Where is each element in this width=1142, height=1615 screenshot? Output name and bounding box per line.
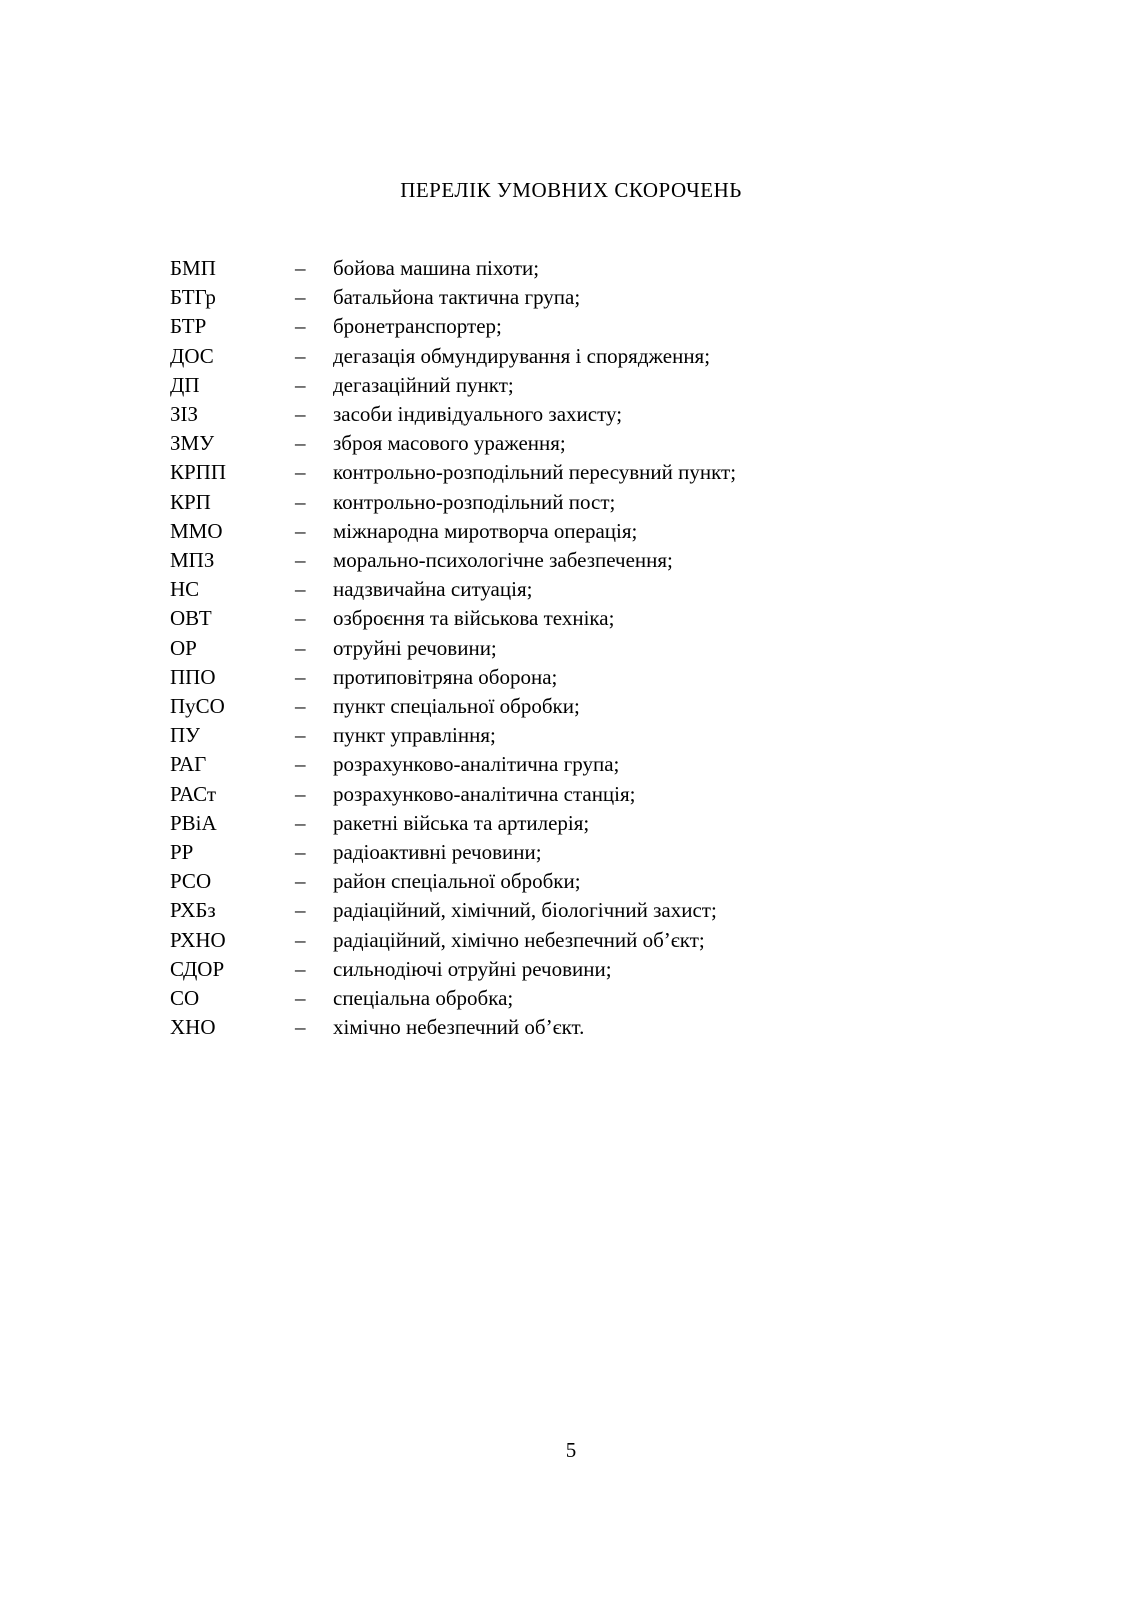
abbreviation-definition: пункт управління; [333, 723, 496, 748]
abbreviation-dash: – [295, 664, 306, 689]
abbreviation-dash: – [295, 548, 306, 573]
abbreviation-definition: радіаційний, хімічно небезпечний об’єкт; [333, 927, 705, 952]
abbreviation-definition: хімічно небезпечний об’єкт. [333, 1015, 585, 1040]
abbreviation-row [170, 458, 1082, 487]
abbreviation-definition: морально-психологічне забезпечення; [333, 548, 673, 573]
abbreviation-term: РСО [170, 869, 212, 894]
abbreviation-definition: надзвичайна ситуація; [333, 577, 533, 602]
abbreviation-dash: – [295, 752, 306, 777]
abbreviation-list [170, 254, 1082, 1042]
abbreviation-definition: бронетранспортер; [333, 314, 502, 339]
abbreviation-definition: розрахунково-аналітична група; [333, 752, 620, 777]
abbreviation-row [170, 517, 1082, 546]
abbreviation-dash: – [295, 489, 306, 514]
abbreviation-row [170, 838, 1082, 867]
abbreviation-definition: контрольно-розподільний пост; [333, 489, 616, 514]
abbreviation-definition: бойова машина піхоти; [333, 256, 540, 280]
abbreviation-dash: – [295, 343, 306, 368]
abbreviation-term: ППО [170, 664, 216, 689]
abbreviation-dash: – [295, 781, 306, 806]
abbreviation-row [170, 429, 1082, 458]
abbreviation-dash: – [295, 810, 306, 835]
abbreviation-dash: – [295, 606, 306, 631]
abbreviation-term: РР [170, 840, 194, 865]
abbreviation-term: БТР [170, 314, 207, 339]
abbreviation-definition: контрольно-розподільний пересувний пункт; [333, 460, 737, 485]
abbreviation-term: РХБз [170, 898, 216, 923]
abbreviation-term: НС [170, 577, 200, 602]
abbreviation-definition: ракетні війська та артилерія; [333, 810, 590, 835]
abbreviation-definition: отруйні речовини; [333, 635, 497, 660]
abbreviation-definition: спеціальна обробка; [333, 986, 514, 1011]
abbreviation-dash: – [295, 314, 306, 339]
abbreviation-row [170, 634, 1082, 663]
abbreviation-row [170, 750, 1082, 779]
abbreviation-row [170, 721, 1082, 750]
abbreviation-dash: – [295, 256, 306, 280]
abbreviation-term: РАГ [170, 752, 207, 777]
abbreviation-row [170, 926, 1082, 955]
abbreviation-dash: – [295, 869, 306, 894]
abbreviation-term: ДОС [170, 343, 214, 368]
abbreviation-definition: озброєння та військова техніка; [333, 606, 615, 631]
abbreviation-dash: – [295, 460, 306, 485]
abbreviation-row [170, 984, 1082, 1013]
page-number: 5 [565, 1438, 577, 1462]
abbreviation-row [170, 604, 1082, 633]
abbreviation-term: РХНО [170, 927, 226, 952]
abbreviation-row [170, 371, 1082, 400]
abbreviation-dash: – [295, 898, 306, 923]
abbreviation-dash: – [295, 518, 306, 543]
abbreviation-dash: – [295, 927, 306, 952]
abbreviation-row [170, 663, 1082, 692]
abbreviation-dash: – [295, 285, 306, 310]
abbreviation-term: СО [170, 986, 200, 1011]
abbreviation-dash: – [295, 956, 306, 981]
abbreviation-term: КРП [170, 489, 211, 514]
abbreviation-row [170, 312, 1082, 341]
abbreviation-dash: – [295, 577, 306, 602]
abbreviation-row [170, 780, 1082, 809]
abbreviation-definition: радіоактивні речовини; [333, 840, 542, 865]
abbreviation-term: ПуСО [170, 694, 225, 719]
abbreviation-definition: дегазаційний пункт; [333, 372, 514, 397]
abbreviation-definition: розрахунково-аналітична станція; [333, 781, 636, 806]
abbreviation-row [170, 575, 1082, 604]
abbreviation-definition: сильнодіючі отруйні речовини; [333, 956, 612, 981]
abbreviation-term: ЗМУ [170, 431, 215, 456]
abbreviation-term: РАСт [170, 781, 217, 806]
abbreviation-definition: батальйона тактична група; [333, 285, 581, 310]
abbreviation-dash: – [295, 635, 306, 660]
abbreviation-row [170, 955, 1082, 984]
abbreviation-dash: – [295, 1015, 306, 1040]
abbreviation-term: ХНО [170, 1015, 216, 1040]
abbreviation-dash: – [295, 372, 306, 397]
abbreviation-row [170, 692, 1082, 721]
abbreviation-term: БТГр [170, 285, 216, 310]
abbreviation-term: РВіА [170, 810, 217, 835]
abbreviation-row [170, 896, 1082, 925]
abbreviation-row [170, 867, 1082, 896]
abbreviation-term: ПУ [170, 723, 201, 748]
abbreviation-dash: – [295, 431, 306, 456]
abbreviation-dash: – [295, 723, 306, 748]
abbreviation-definition: міжнародна миротворча операція; [333, 518, 638, 543]
abbreviation-definition: протиповітряна оборона; [333, 664, 558, 689]
abbreviation-row [170, 400, 1082, 429]
abbreviation-row [170, 342, 1082, 371]
abbreviation-definition: дегазація обмундирування і спорядження; [333, 343, 711, 368]
abbreviation-row [170, 488, 1082, 517]
abbreviation-definition: район спеціальної обробки; [333, 869, 581, 894]
abbreviation-row [170, 254, 1082, 283]
abbreviation-row [170, 1013, 1082, 1042]
abbreviation-term: КРПП [170, 460, 227, 485]
abbreviation-term: ЗІЗ [170, 402, 199, 427]
abbreviation-dash: – [295, 840, 306, 865]
abbreviation-dash: – [295, 402, 306, 427]
abbreviation-term: СДОР [170, 956, 225, 981]
abbreviation-definition: радіаційний, хімічний, біологічний захист; [333, 898, 717, 923]
abbreviation-term: ММО [170, 518, 223, 543]
abbreviation-dash: – [295, 986, 306, 1011]
abbreviation-term: ОР [170, 635, 197, 660]
abbreviation-definition: засоби індивідуального захисту; [333, 402, 623, 427]
abbreviation-term: МПЗ [170, 548, 215, 573]
abbreviation-row [170, 546, 1082, 575]
abbreviation-definition: зброя масового ураження; [333, 431, 566, 456]
abbreviation-term: БМП [170, 256, 216, 280]
abbreviation-term: ОВТ [170, 606, 212, 631]
page-title: ПЕРЕЛІК УМОВНИХ СКОРОЧЕНЬ [400, 178, 742, 202]
abbreviation-definition: пункт спеціальної обробки; [333, 694, 580, 719]
abbreviation-dash: – [295, 694, 306, 719]
abbreviation-row [170, 283, 1082, 312]
abbreviation-term: ДП [170, 372, 200, 397]
abbreviation-row [170, 809, 1082, 838]
